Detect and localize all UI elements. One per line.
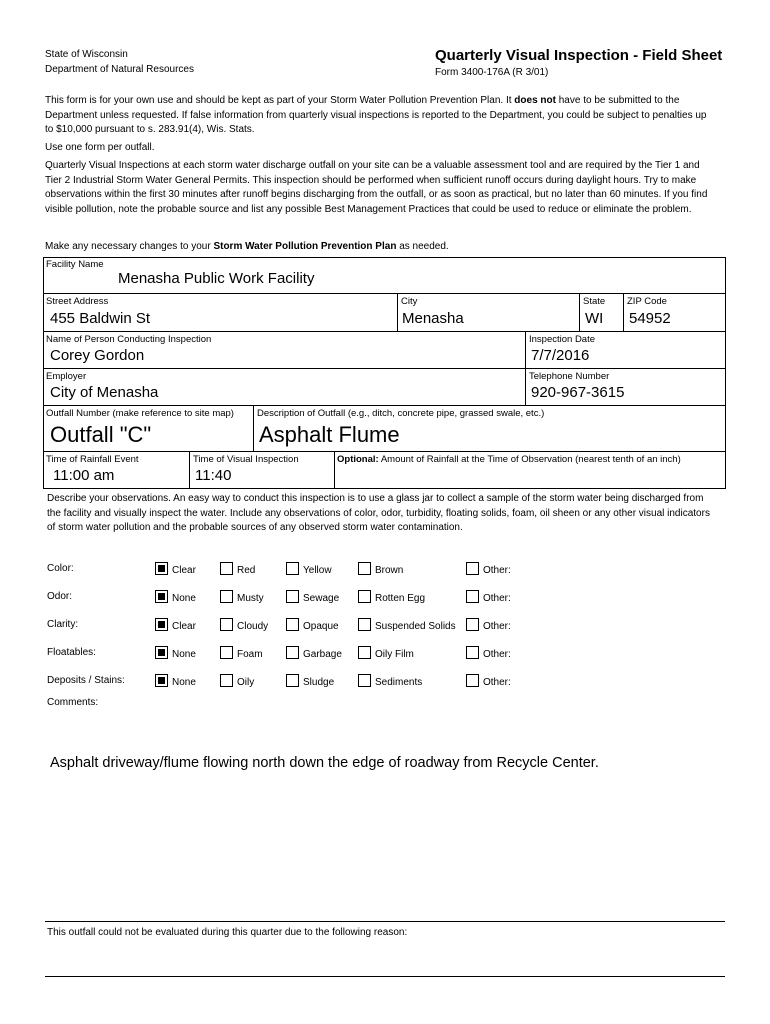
observation-row-label: Color: [47,563,74,574]
checkbox-label: Other: [483,649,511,660]
checkbox[interactable] [155,618,168,631]
observations-instructions: Describe your observations. An easy way to conduct this inspection is to use a glass jar to collect a sample of the storm water being discharged from the facility and visually inspect the water. Include any observations of color, odor, turbidity, floating solids, foam, oil sheen or any other visual indicators of storm water pollution and the probable sources of any observed storm water contamination. [47,493,710,534]
checkbox[interactable] [466,618,479,631]
agency-line-2: Department of Natural Resources [45,64,194,75]
rainfall-amount-label: Optional: Amount of Rainfall at the Time of Observation (nearest tenth of an inch) [337,454,681,465]
inspection-time-label: Time of Visual Inspection [193,454,299,465]
telephone-label: Telephone Number [529,371,610,382]
inspector-name-field[interactable]: Corey Gordon [50,347,145,364]
checkbox[interactable] [155,674,168,687]
observation-row-label: Floatables: [47,647,96,658]
observation-row-label: Deposits / Stains: [47,675,125,686]
checkbox-label: Clear [172,621,196,632]
checkbox-label: Other: [483,621,511,632]
observation-row-label: Clarity: [47,619,79,630]
checkbox[interactable] [286,674,299,687]
employer-label: Employer [46,371,87,382]
street-address-label: Street Address [46,296,109,307]
state-field[interactable]: WI [585,310,604,327]
state-label: State [583,296,606,307]
zip-code-label: ZIP Code [627,296,667,307]
observation-row-label: Odor: [47,591,73,602]
checkbox[interactable] [466,646,479,659]
checkbox-label: Musty [237,593,264,604]
checkbox[interactable] [286,590,299,603]
checkbox-label: None [172,677,196,688]
zip-code-field[interactable]: 54952 [629,310,671,327]
checkbox-label: Other: [483,593,511,604]
not-evaluated-reason-field[interactable] [45,944,725,972]
checkbox[interactable] [155,562,168,575]
employer-field[interactable]: City of Menasha [50,384,159,401]
comments-field[interactable]: Asphalt driveway/flume flowing north down the edge of roadway from Recycle Center. [50,755,599,771]
checkbox[interactable] [466,590,479,603]
checkbox-label: None [172,593,196,604]
outfall-description-field[interactable]: Asphalt Flume [259,422,400,447]
city-label: City [401,296,418,307]
checkbox[interactable] [466,674,479,687]
checkbox-label: Clear [172,565,196,576]
intro-paragraph-3: Quarterly Visual Inspections at each storm water discharge outfall on your site can be a valuable assessment tool and are required by the Tier 1 and Tier 2 Industrial Storm Water General Permits. This inspection should be performed when sufficient runoff occurs during daylight hours. Try to make observations within the first 30 minutes after runoff begins discharging from the outfall, or as soon as practical, but no later than 60 minutes. If you find visible pollution, note the probable source and list any possible Best Management Practices that could be used to reduce or eliminate the problem. [45,160,708,215]
checkbox[interactable] [220,674,233,687]
checkbox-label: Oily [237,677,255,688]
checkbox[interactable] [358,674,371,687]
checkbox[interactable] [358,618,371,631]
checkbox-label: Other: [483,677,511,688]
telephone-field[interactable]: 920-967-3615 [531,384,625,401]
checkbox-label: Other: [483,565,511,576]
agency-line-1: State of Wisconsin [45,49,128,60]
checkbox[interactable] [286,646,299,659]
checkbox-label: Sewage [303,593,340,604]
intro-paragraph-4: Make any necessary changes to your Storm Water Pollution Prevention Plan as needed. [45,241,449,252]
checkbox[interactable] [286,562,299,575]
checkbox[interactable] [220,646,233,659]
checkbox-label: Oily Film [375,649,414,660]
facility-name-field[interactable]: Menasha Public Work Facility [118,270,315,287]
checkbox[interactable] [286,618,299,631]
checkbox[interactable] [220,618,233,631]
checkbox[interactable] [358,562,371,575]
checkbox-label: Garbage [303,649,342,660]
inspector-name-label: Name of Person Conducting Inspection [46,334,212,345]
agency-name [45,47,194,77]
form-title: Quarterly Visual Inspection - Field Sheet [435,47,723,64]
city-field[interactable]: Menasha [402,310,464,327]
comments-label: Comments: [47,697,99,708]
checkbox-label: Opaque [303,621,339,632]
intro-paragraph-1: This form is for your own use and should be kept as part of your Storm Water Pollution Prevention Plan. It does not have to be submitted to the Department unless requested. If false information from quarterly visual inspections is reported to the Department, you could be subject to penalties up to $10,000 pursuant to s. 283.91(4), Wis. Stats. [45,95,707,136]
checkbox[interactable] [155,646,168,659]
checkbox[interactable] [466,562,479,575]
checkbox-label: Rotten Egg [375,593,426,604]
checkbox-label: Suspended Solids [375,621,456,632]
checkbox[interactable] [220,590,233,603]
rainfall-time-field[interactable]: 11:00 am [53,467,115,484]
checkbox-label: Cloudy [237,621,269,632]
not-evaluated-label: This outfall could not be evaluated during this quarter due to the following reason: [47,927,408,938]
checkbox-label: Foam [237,649,263,660]
checkbox[interactable] [358,646,371,659]
checkbox-label: Red [237,565,256,576]
checkbox[interactable] [155,590,168,603]
intro-paragraph-2: Use one form per outfall. [45,142,155,153]
form-number: Form 3400-176A (R 3/01) [435,67,549,78]
checkbox-label: Brown [375,565,404,576]
facility-name-label: Facility Name [46,259,104,270]
street-address-field[interactable]: 455 Baldwin St [50,310,151,327]
checkbox[interactable] [220,562,233,575]
inspection-date-field[interactable]: 7/7/2016 [531,347,590,364]
outfall-number-label: Outfall Number (make reference to site map) [46,408,234,419]
inspection-date-label: Inspection Date [529,334,596,345]
outfall-number-field[interactable]: Outfall "C" [50,422,152,447]
checkbox[interactable] [358,590,371,603]
checkbox-label: Yellow [303,565,332,576]
inspection-time-field[interactable]: 11:40 [195,467,232,484]
checkbox-label: Sediments [375,677,423,688]
outfall-description-label: Description of Outfall (e.g., ditch, concrete pipe, grassed swale, etc.) [257,408,545,419]
checkbox-label: Sludge [303,677,335,688]
checkbox-label: None [172,649,196,660]
rainfall-time-label: Time of Rainfall Event [46,454,139,465]
